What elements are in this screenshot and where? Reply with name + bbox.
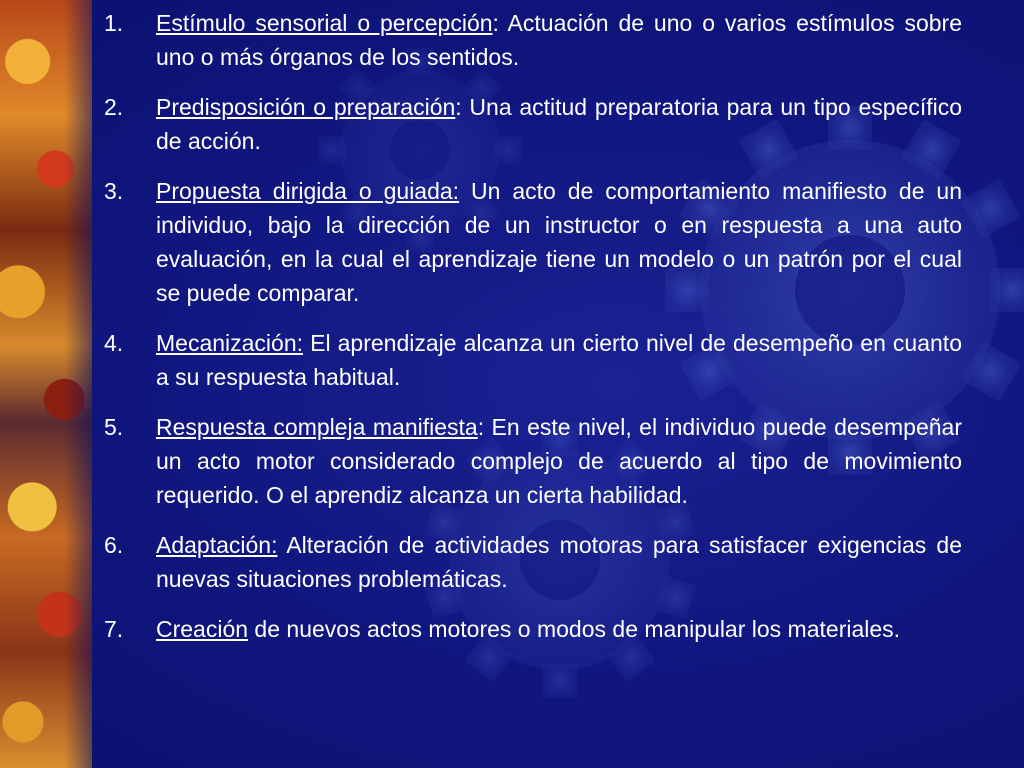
- list-item: [104, 90, 962, 158]
- item-number: 6.: [104, 532, 124, 558]
- item-text: : Una actitud preparatoria para un tipo específico de acción.: [156, 94, 962, 154]
- item-number: 4.: [104, 330, 124, 356]
- item-text: Alteración de actividades motoras para satisfacer exigencias de nuevas situaciones problemáticas.: [156, 532, 962, 592]
- list-item: [104, 326, 962, 394]
- list-item: [104, 528, 962, 596]
- item-number: 2.: [104, 94, 124, 120]
- item-text: : En este nivel, el individuo puede desempeñar un acto motor considerado complejo de acuerdo al tipo de movimiento requerido. O el aprendiz alcanza un cierta habilidad.: [156, 414, 962, 508]
- item-text: : Actuación de uno o varios estímulos sobre uno o más órganos de los sentidos.: [156, 10, 963, 70]
- list-item: [104, 612, 962, 646]
- list-item: [104, 174, 962, 310]
- item-term: Adaptación:: [156, 532, 278, 558]
- list-item: [104, 410, 962, 512]
- item-number: 1.: [104, 10, 124, 36]
- item-term: Propuesta dirigida o guiada:: [156, 178, 460, 204]
- item-term: Creación: [156, 616, 249, 642]
- item-term: Estímulo sensorial o percepción: [156, 10, 493, 36]
- list-item: [104, 6, 962, 74]
- item-text: El aprendizaje alcanza un cierto nivel de desempeño en cuanto a su respuesta habitual.: [156, 330, 962, 390]
- numbered-list: [104, 6, 962, 662]
- item-term: Mecanización:: [156, 330, 304, 356]
- item-number: 5.: [104, 414, 124, 440]
- item-term: Respuesta compleja manifiesta: [156, 414, 478, 440]
- item-term: Predisposición o preparación: [156, 94, 456, 120]
- item-number: 7.: [104, 616, 124, 642]
- item-text: de nuevos actos motores o modos de manipular los materiales.: [248, 616, 901, 642]
- item-number: 3.: [104, 178, 124, 204]
- item-text: Un acto de comportamiento manifiesto de un individuo, bajo la dirección de un instructor o en respuesta a una auto evaluación, en la cual el aprendizaje tiene un modelo o un patrón por el cual se puede comparar.: [156, 178, 963, 306]
